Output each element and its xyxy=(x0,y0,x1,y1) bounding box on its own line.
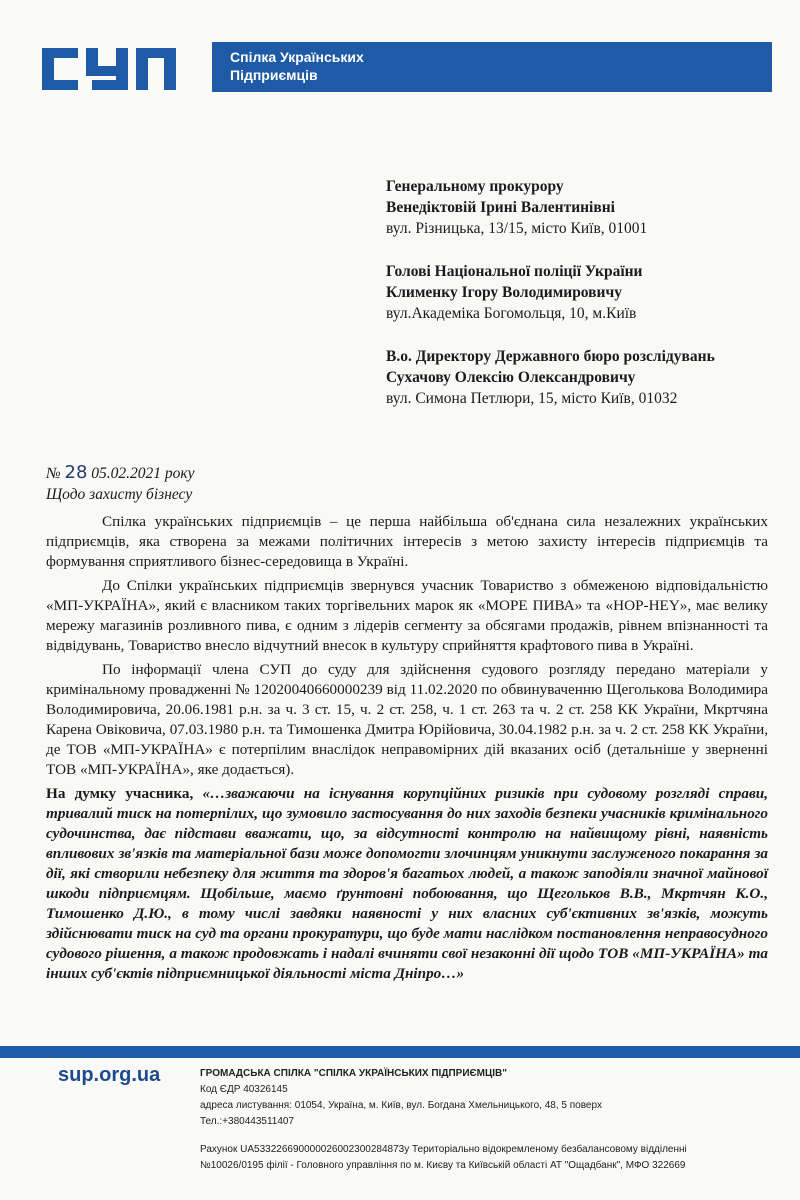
recipient-name: Клименку Ігору Володимировичу xyxy=(386,284,622,301)
body-paragraph: До Спілки українських підприємців звернувся учасник Товариство з обмеженою відповідальністю «МП-УКРАЇНА», який є власником таких торгівельних марок як «МОРЕ ПИВА» та «НОР-НЕY», має велику мережу магазинів розливного пива, є одним з лідерів сегменту за обсягами продажів, рівнем впізнанності та відвідувань, Товариство внесло відчутний внесок в культуру сприйняття крафтового пива в Україні. xyxy=(46,577,768,654)
footer-account-line2: №10026/0195 філії - Головного управління по м. Києву та Київській області АТ "Ощадбанк", МФО 322669 xyxy=(200,1160,686,1171)
organization-name xyxy=(230,48,364,84)
recipient-name: Венедіктовій Ірині Валентинівні xyxy=(386,199,615,216)
letter-reference xyxy=(46,462,195,505)
recipients-block xyxy=(386,176,786,431)
recipient-address: вул. Симона Петлюри, 15, місто Київ, 01032 xyxy=(386,390,678,407)
footer-org-name: ГРОМАДСЬКА СПІЛКА "СПІЛКА УКРАЇНСЬКИХ ПІДПРИЄМЦІВ" xyxy=(200,1068,507,1079)
letter-body xyxy=(46,512,768,988)
letter-date: 05.02.2021 року xyxy=(91,465,195,482)
recipient-title: В.о. Директору Державного бюро розслідувань xyxy=(386,348,715,365)
number-sign: № xyxy=(46,465,61,482)
recipient-title: Генеральному прокурору xyxy=(386,178,564,195)
body-paragraph: Спілка українських підприємців – це перша найбільша об'єднана сила незалежних українських підприємців, яка створена за межами політичних інтересів з метою захисту інтересів підприємців та формування сприятливого бізнес-середовища в Україні. xyxy=(46,513,768,570)
recipient-title: Голові Національної поліції України xyxy=(386,263,643,280)
member-quote: «…зважаючи на існування корупційних ризиків при судовому розгляді справи, тривалий тиск на потерпілих, що зумовило застосування до них заходів безпеки учасників кримінального судочинства, дає підстави вважати, що, за відсутності контролю на найвищому рівні, наявність впливових зв'язків та матеріальної бази може допомогти злочинцям уникнути заслуженого покарання за дії, які створили небезпеку для життя та здоров'я багатьох людей, а також заподіяли значної майнової шкоди підприємцям. Щобільше, маємо ґрунтовні побоювання, що Щегольков В.В., Мкртчян К.О., Тимошенко Д.Ю., в тому числі завдяки наявності у них власних суб'єктивних зв'язків, можуть здійснювати тиск на суд та органи прокуратури, що буде мати наслідком постановлення неправосудного судового рішення, а також продовжать і надалі вчиняти свої незаконні дії щодо ТОВ «МП-УКРАЇНА» та інших суб'єктів підприємницької діяльності міста Дніпро…» xyxy=(46,785,769,982)
quote-lead-in: На думку учасника, xyxy=(46,785,194,802)
footer-account-line1: Рахунок UA533226690000026002300284873у Територіально відокремленому безбалансовому відділенні xyxy=(200,1144,687,1155)
footer-edrpou: Код ЄДР 40326145 xyxy=(200,1084,288,1095)
recipient-address: вул.Академіка Богомольця, 10, м.Київ xyxy=(386,305,637,322)
letter-subject: Щодо захисту бізнесу xyxy=(46,486,193,503)
recipient-name: Сухачову Олексію Олександровичу xyxy=(386,369,636,386)
reference-line xyxy=(46,462,195,484)
brand-banner xyxy=(212,42,772,92)
footer-phone: Тел.:+380443511407 xyxy=(200,1116,295,1127)
sup-logo xyxy=(38,44,178,94)
recipient-dbr xyxy=(386,346,786,409)
organization-details xyxy=(200,1066,780,1174)
handwritten-number: 28 xyxy=(64,462,88,483)
recipient-prosecutor xyxy=(386,176,786,239)
organization-name-line1: Спілка Українських xyxy=(230,49,364,65)
recipient-police xyxy=(386,261,786,324)
body-paragraph: По інформації члена СУП до суду для здійснення судового розгляду передано матеріали у кримінальному провадженні № 12020040660000239 від 11.02.2020 по обвинуваченню Щеголькова Володимира Володимировича, 20.06.1981 р.н. за ч. 3 ст. 15, ч. 2 ст. 258, ч. 1 ст. 263 та ч. 2 ст. 258 КК України, Мкртчяна Карена Овіковича, 07.03.1980 р.н. та Тимошенка Дмитра Юрійовича, 30.04.1982 р.н. за ч. 2 ст. 258 КК України, де ТОВ «МП-УКРАЇНА» є потерпілим внаслідок неправомірних дій вказаних осіб (детальніше у зверненні ТОВ «МП-УКРАЇНА», яке додається). xyxy=(46,661,768,778)
footer-divider xyxy=(0,1046,800,1058)
website-link[interactable]: sup.org.ua xyxy=(58,1064,161,1086)
recipient-address: вул. Різницька, 13/15, місто Київ, 01001 xyxy=(386,220,648,237)
footer-address: адреса листування: 01054, Україна, м. Київ, вул. Богдана Хмельницького, 48, 5 поверх xyxy=(200,1100,602,1111)
body-quote-paragraph xyxy=(46,784,768,984)
organization-name-line2: Підприємців xyxy=(230,67,318,83)
